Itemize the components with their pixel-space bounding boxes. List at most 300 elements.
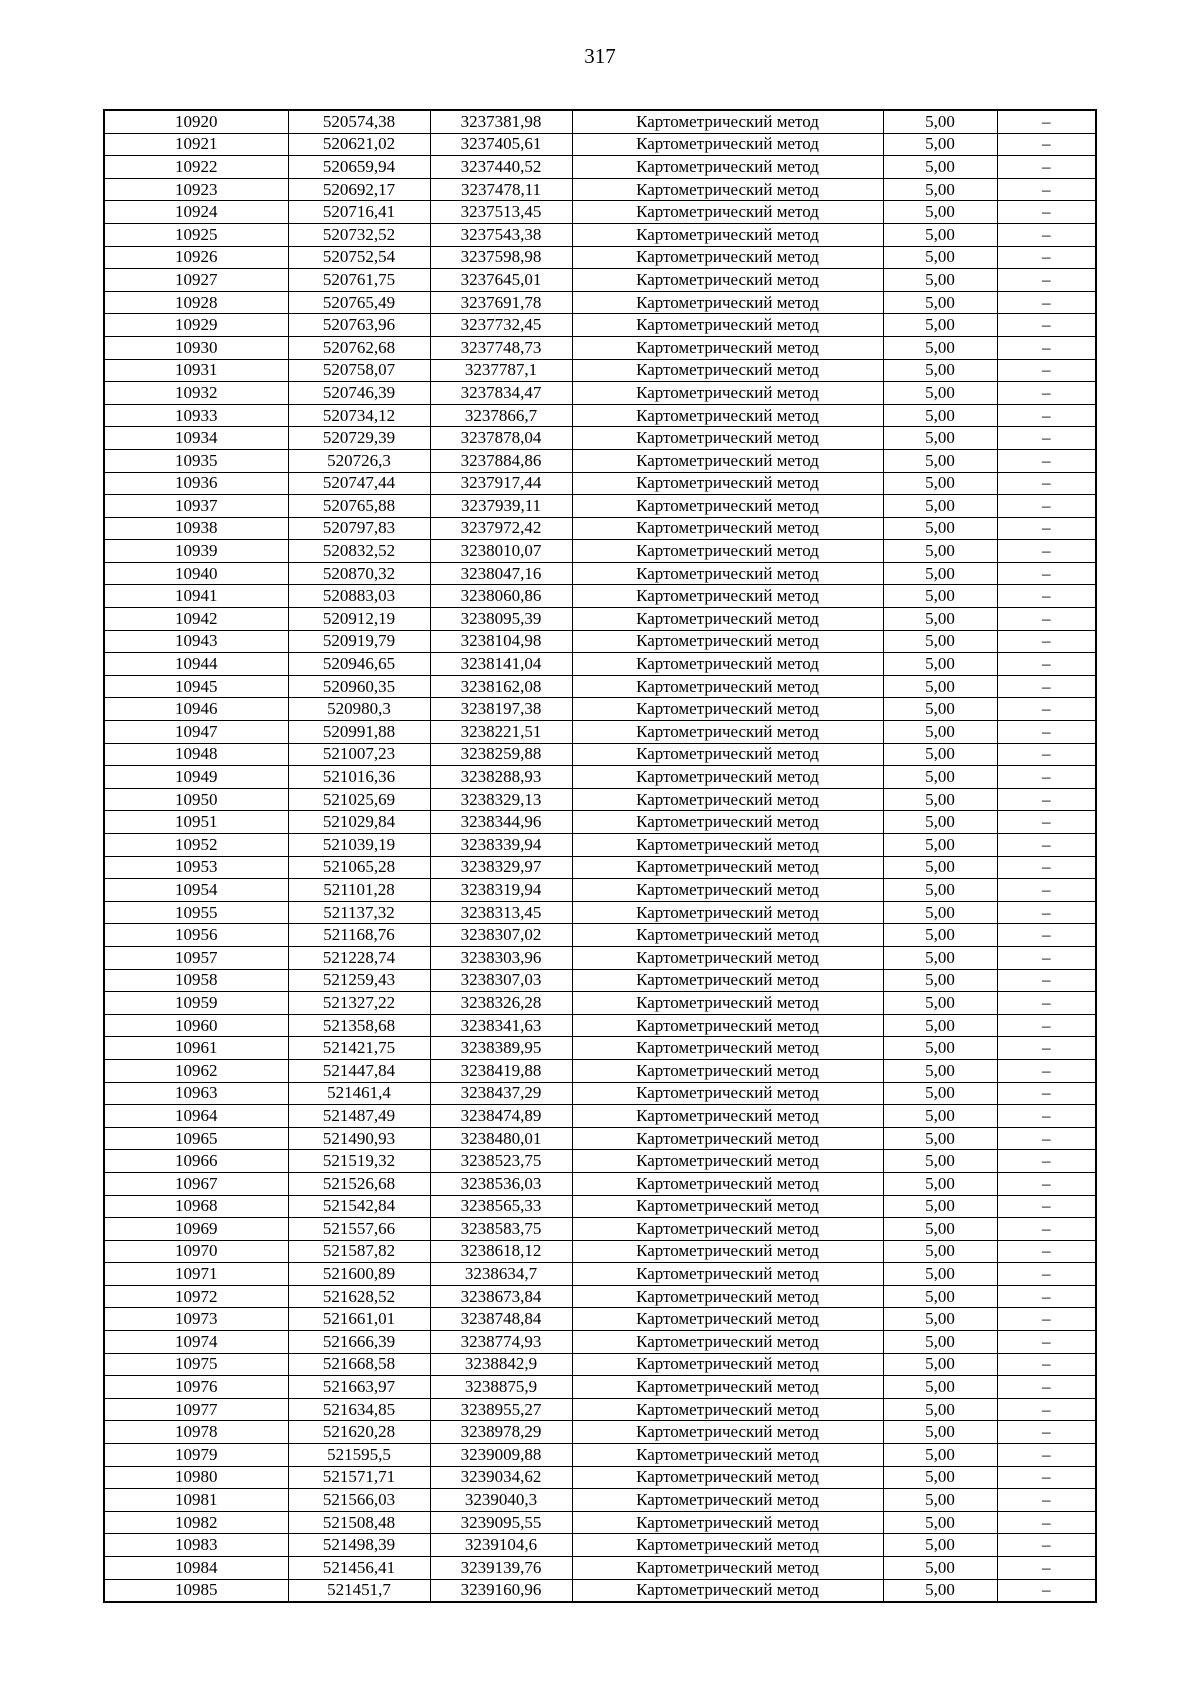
table-row [104,291,1096,314]
error-cell: 5,00 [883,291,997,314]
point-number-cell: 10949 [104,766,288,789]
table-row [104,834,1096,857]
x-coordinate-cell: 521137,32 [288,901,430,924]
method-cell: Картометрический метод [572,1466,883,1489]
point-number-cell: 10950 [104,788,288,811]
point-number-cell: 10924 [104,201,288,224]
y-coordinate-cell: 3238565,33 [430,1195,572,1218]
method-cell: Картометрический метод [572,1489,883,1512]
method-cell: Картометрический метод [572,1376,883,1399]
method-cell: Картометрический метод [572,788,883,811]
error-cell: 5,00 [883,924,997,947]
table-row [104,495,1096,518]
x-coordinate-cell: 521456,41 [288,1557,430,1580]
method-cell: Картометрический метод [572,879,883,902]
error-cell: 5,00 [883,1218,997,1241]
dash-cell: – [997,698,1096,721]
error-cell: 5,00 [883,1059,997,1082]
x-coordinate-cell: 521421,75 [288,1037,430,1060]
method-cell: Картометрический метод [572,946,883,969]
point-number-cell: 10972 [104,1285,288,1308]
point-number-cell: 10934 [104,427,288,450]
dash-cell: – [997,1059,1096,1082]
table-row [104,404,1096,427]
dash-cell: – [997,1240,1096,1263]
method-cell: Картометрический метод [572,721,883,744]
method-cell: Картометрический метод [572,1511,883,1534]
y-coordinate-cell: 3238329,97 [430,856,572,879]
method-cell: Картометрический метод [572,1534,883,1557]
y-coordinate-cell: 3238673,84 [430,1285,572,1308]
method-cell: Картометрический метод [572,359,883,382]
y-coordinate-cell: 3238303,96 [430,946,572,969]
method-cell: Картометрический метод [572,811,883,834]
y-coordinate-cell: 3238437,29 [430,1082,572,1105]
dash-cell: – [997,540,1096,563]
point-number-cell: 10920 [104,110,288,133]
table-row [104,336,1096,359]
table-row [104,314,1096,337]
x-coordinate-cell: 520763,96 [288,314,430,337]
table-row [104,1421,1096,1444]
error-cell: 5,00 [883,1240,997,1263]
y-coordinate-cell: 3237381,98 [430,110,572,133]
error-cell: 5,00 [883,1127,997,1150]
table-row [104,1195,1096,1218]
x-coordinate-cell: 521007,23 [288,743,430,766]
error-cell: 5,00 [883,133,997,156]
y-coordinate-cell: 3238978,29 [430,1421,572,1444]
x-coordinate-cell: 520621,02 [288,133,430,156]
method-cell: Картометрический метод [572,314,883,337]
point-number-cell: 10945 [104,675,288,698]
x-coordinate-cell: 521508,48 [288,1511,430,1534]
dash-cell: – [997,992,1096,1015]
error-cell: 5,00 [883,1579,997,1602]
x-coordinate-cell: 520765,49 [288,291,430,314]
method-cell: Картометрический метод [572,1285,883,1308]
dash-cell: – [997,1285,1096,1308]
dash-cell: – [997,1195,1096,1218]
dash-cell: – [997,1579,1096,1602]
x-coordinate-cell: 520746,39 [288,382,430,405]
y-coordinate-cell: 3238095,39 [430,608,572,631]
x-coordinate-cell: 521029,84 [288,811,430,834]
x-coordinate-cell: 521358,68 [288,1014,430,1037]
method-cell: Картометрический метод [572,223,883,246]
table-row [104,1557,1096,1580]
error-cell: 5,00 [883,1105,997,1128]
y-coordinate-cell: 3237478,11 [430,178,572,201]
error-cell: 5,00 [883,1263,997,1286]
error-cell: 5,00 [883,336,997,359]
x-coordinate-cell: 521519,32 [288,1150,430,1173]
y-coordinate-cell: 3237878,04 [430,427,572,450]
dash-cell: – [997,1150,1096,1173]
table-row [104,1511,1096,1534]
dash-cell: – [997,788,1096,811]
method-cell: Картометрический метод [572,1150,883,1173]
table-row [104,969,1096,992]
y-coordinate-cell: 3238419,88 [430,1059,572,1082]
y-coordinate-cell: 3237972,42 [430,517,572,540]
point-number-cell: 10931 [104,359,288,382]
point-number-cell: 10961 [104,1037,288,1060]
point-number-cell: 10922 [104,156,288,179]
table-row [104,201,1096,224]
x-coordinate-cell: 520946,65 [288,653,430,676]
error-cell: 5,00 [883,404,997,427]
error-cell: 5,00 [883,1353,997,1376]
table-row [104,1240,1096,1263]
method-cell: Картометрический метод [572,901,883,924]
error-cell: 5,00 [883,1308,997,1331]
y-coordinate-cell: 3238583,75 [430,1218,572,1241]
x-coordinate-cell: 520883,03 [288,585,430,608]
error-cell: 5,00 [883,1444,997,1467]
x-coordinate-cell: 521620,28 [288,1421,430,1444]
dash-cell: – [997,562,1096,585]
point-number-cell: 10977 [104,1398,288,1421]
point-number-cell: 10942 [104,608,288,631]
error-cell: 5,00 [883,1082,997,1105]
error-cell: 5,00 [883,110,997,133]
y-coordinate-cell: 3238197,38 [430,698,572,721]
method-cell: Картометрический метод [572,562,883,585]
y-coordinate-cell: 3238955,27 [430,1398,572,1421]
method-cell: Картометрический метод [572,834,883,857]
error-cell: 5,00 [883,1466,997,1489]
dash-cell: – [997,1376,1096,1399]
table-row [104,766,1096,789]
method-cell: Картометрический метод [572,675,883,698]
dash-cell: – [997,472,1096,495]
y-coordinate-cell: 3237440,52 [430,156,572,179]
method-cell: Картометрический метод [572,336,883,359]
y-coordinate-cell: 3237917,44 [430,472,572,495]
table-row [104,1218,1096,1241]
table-row [104,924,1096,947]
y-coordinate-cell: 3238344,96 [430,811,572,834]
point-number-cell: 10929 [104,314,288,337]
x-coordinate-cell: 521168,76 [288,924,430,947]
dash-cell: – [997,359,1096,382]
error-cell: 5,00 [883,946,997,969]
y-coordinate-cell: 3238162,08 [430,675,572,698]
point-number-cell: 10963 [104,1082,288,1105]
error-cell: 5,00 [883,1172,997,1195]
point-number-cell: 10979 [104,1444,288,1467]
dash-cell: – [997,1511,1096,1534]
method-cell: Картометрический метод [572,1557,883,1580]
table-row [104,427,1096,450]
table-row [104,269,1096,292]
error-cell: 5,00 [883,269,997,292]
y-coordinate-cell: 3239095,55 [430,1511,572,1534]
method-cell: Картометрический метод [572,1059,883,1082]
error-cell: 5,00 [883,1557,997,1580]
point-number-cell: 10951 [104,811,288,834]
method-cell: Картометрический метод [572,1444,883,1467]
method-cell: Картометрический метод [572,133,883,156]
error-cell: 5,00 [883,630,997,653]
y-coordinate-cell: 3238259,88 [430,743,572,766]
error-cell: 5,00 [883,1376,997,1399]
point-number-cell: 10971 [104,1263,288,1286]
table-row [104,359,1096,382]
table-row [104,1534,1096,1557]
dash-cell: – [997,382,1096,405]
point-number-cell: 10923 [104,178,288,201]
y-coordinate-cell: 3238221,51 [430,721,572,744]
x-coordinate-cell: 520765,88 [288,495,430,518]
point-number-cell: 10936 [104,472,288,495]
dash-cell: – [997,901,1096,924]
x-coordinate-cell: 520732,52 [288,223,430,246]
point-number-cell: 10947 [104,721,288,744]
dash-cell: – [997,675,1096,698]
method-cell: Картометрический метод [572,969,883,992]
x-coordinate-cell: 521498,39 [288,1534,430,1557]
dash-cell: – [997,1263,1096,1286]
point-number-cell: 10978 [104,1421,288,1444]
point-number-cell: 10982 [104,1511,288,1534]
error-cell: 5,00 [883,562,997,585]
x-coordinate-cell: 520762,68 [288,336,430,359]
table-row [104,811,1096,834]
table-row [104,1285,1096,1308]
method-cell: Картометрический метод [572,404,883,427]
point-number-cell: 10948 [104,743,288,766]
point-number-cell: 10960 [104,1014,288,1037]
dash-cell: – [997,517,1096,540]
error-cell: 5,00 [883,653,997,676]
x-coordinate-cell: 520758,07 [288,359,430,382]
table-row [104,901,1096,924]
table-row [104,449,1096,472]
y-coordinate-cell: 3239040,3 [430,1489,572,1512]
x-coordinate-cell: 520734,12 [288,404,430,427]
table-row [104,1263,1096,1286]
error-cell: 5,00 [883,517,997,540]
x-coordinate-cell: 520726,3 [288,449,430,472]
error-cell: 5,00 [883,382,997,405]
method-cell: Картометрический метод [572,1398,883,1421]
method-cell: Картометрический метод [572,698,883,721]
error-cell: 5,00 [883,788,997,811]
x-coordinate-cell: 521490,93 [288,1127,430,1150]
dash-cell: – [997,1534,1096,1557]
point-number-cell: 10926 [104,246,288,269]
y-coordinate-cell: 3238474,89 [430,1105,572,1128]
table-row [104,1082,1096,1105]
method-cell: Картометрический метод [572,156,883,179]
dash-cell: – [997,721,1096,744]
x-coordinate-cell: 520729,39 [288,427,430,450]
y-coordinate-cell: 3238774,93 [430,1331,572,1354]
dash-cell: – [997,1127,1096,1150]
dash-cell: – [997,495,1096,518]
error-cell: 5,00 [883,1534,997,1557]
dash-cell: – [997,269,1096,292]
x-coordinate-cell: 521595,5 [288,1444,430,1467]
error-cell: 5,00 [883,675,997,698]
y-coordinate-cell: 3238748,84 [430,1308,572,1331]
x-coordinate-cell: 520832,52 [288,540,430,563]
point-number-cell: 10940 [104,562,288,585]
x-coordinate-cell: 521461,4 [288,1082,430,1105]
dash-cell: – [997,404,1096,427]
point-number-cell: 10985 [104,1579,288,1602]
table-row [104,156,1096,179]
method-cell: Картометрический метод [572,766,883,789]
y-coordinate-cell: 3238047,16 [430,562,572,585]
x-coordinate-cell: 520574,38 [288,110,430,133]
method-cell: Картометрический метод [572,630,883,653]
dash-cell: – [997,856,1096,879]
y-coordinate-cell: 3239104,6 [430,1534,572,1557]
error-cell: 5,00 [883,1511,997,1534]
dash-cell: – [997,630,1096,653]
y-coordinate-cell: 3238634,7 [430,1263,572,1286]
y-coordinate-cell: 3238536,03 [430,1172,572,1195]
point-number-cell: 10973 [104,1308,288,1331]
table-row [104,1059,1096,1082]
point-number-cell: 10944 [104,653,288,676]
x-coordinate-cell: 520752,54 [288,246,430,269]
error-cell: 5,00 [883,856,997,879]
table-row [104,1579,1096,1602]
table-row [104,1105,1096,1128]
error-cell: 5,00 [883,766,997,789]
y-coordinate-cell: 3237513,45 [430,201,572,224]
method-cell: Картометрический метод [572,201,883,224]
error-cell: 5,00 [883,472,997,495]
table-row [104,223,1096,246]
dash-cell: – [997,1014,1096,1037]
x-coordinate-cell: 520960,35 [288,675,430,698]
dash-cell: – [997,924,1096,947]
method-cell: Картометрический метод [572,653,883,676]
method-cell: Картометрический метод [572,743,883,766]
point-number-cell: 10935 [104,449,288,472]
table-row [104,246,1096,269]
y-coordinate-cell: 3237939,11 [430,495,572,518]
dash-cell: – [997,834,1096,857]
dash-cell: – [997,1218,1096,1241]
point-number-cell: 10981 [104,1489,288,1512]
x-coordinate-cell: 520716,41 [288,201,430,224]
y-coordinate-cell: 3239009,88 [430,1444,572,1467]
table-row [104,585,1096,608]
y-coordinate-cell: 3238875,9 [430,1376,572,1399]
y-coordinate-cell: 3238010,07 [430,540,572,563]
point-number-cell: 10964 [104,1105,288,1128]
y-coordinate-cell: 3237598,98 [430,246,572,269]
y-coordinate-cell: 3238523,75 [430,1150,572,1173]
point-number-cell: 10943 [104,630,288,653]
x-coordinate-cell: 521628,52 [288,1285,430,1308]
method-cell: Картометрический метод [572,472,883,495]
dash-cell: – [997,653,1096,676]
table-row [104,517,1096,540]
table-row [104,1353,1096,1376]
x-coordinate-cell: 521039,19 [288,834,430,857]
x-coordinate-cell: 520659,94 [288,156,430,179]
table-row [104,472,1096,495]
point-number-cell: 10969 [104,1218,288,1241]
error-cell: 5,00 [883,314,997,337]
table-row [104,675,1096,698]
x-coordinate-cell: 520761,75 [288,269,430,292]
dash-cell: – [997,201,1096,224]
point-number-cell: 10983 [104,1534,288,1557]
y-coordinate-cell: 3237543,38 [430,223,572,246]
table-row [104,1466,1096,1489]
method-cell: Картометрический метод [572,178,883,201]
method-cell: Картометрический метод [572,1579,883,1602]
y-coordinate-cell: 3238060,86 [430,585,572,608]
table-row [104,1331,1096,1354]
error-cell: 5,00 [883,1489,997,1512]
error-cell: 5,00 [883,178,997,201]
dash-cell: – [997,110,1096,133]
point-number-cell: 10974 [104,1331,288,1354]
x-coordinate-cell: 521327,22 [288,992,430,1015]
y-coordinate-cell: 3239160,96 [430,1579,572,1602]
table-row [104,178,1096,201]
dash-cell: – [997,946,1096,969]
point-number-cell: 10967 [104,1172,288,1195]
point-number-cell: 10970 [104,1240,288,1263]
error-cell: 5,00 [883,540,997,563]
error-cell: 5,00 [883,495,997,518]
error-cell: 5,00 [883,992,997,1015]
y-coordinate-cell: 3237834,47 [430,382,572,405]
method-cell: Картометрический метод [572,1082,883,1105]
y-coordinate-cell: 3238319,94 [430,879,572,902]
table-row [104,562,1096,585]
table-row [104,1489,1096,1512]
dash-cell: – [997,811,1096,834]
dash-cell: – [997,1489,1096,1512]
error-cell: 5,00 [883,743,997,766]
table-row [104,946,1096,969]
dash-cell: – [997,1105,1096,1128]
method-cell: Картометрический метод [572,1105,883,1128]
y-coordinate-cell: 3237645,01 [430,269,572,292]
error-cell: 5,00 [883,608,997,631]
point-number-cell: 10965 [104,1127,288,1150]
dash-cell: – [997,1037,1096,1060]
table-row [104,382,1096,405]
x-coordinate-cell: 521668,58 [288,1353,430,1376]
dash-cell: – [997,1444,1096,1467]
point-number-cell: 10975 [104,1353,288,1376]
table-row [104,992,1096,1015]
dash-cell: – [997,1466,1096,1489]
point-number-cell: 10930 [104,336,288,359]
dash-cell: – [997,133,1096,156]
x-coordinate-cell: 520912,19 [288,608,430,631]
y-coordinate-cell: 3238480,01 [430,1127,572,1150]
x-coordinate-cell: 521663,97 [288,1376,430,1399]
dash-cell: – [997,156,1096,179]
method-cell: Картометрический метод [572,856,883,879]
point-number-cell: 10959 [104,992,288,1015]
method-cell: Картометрический метод [572,1353,883,1376]
y-coordinate-cell: 3237787,1 [430,359,572,382]
